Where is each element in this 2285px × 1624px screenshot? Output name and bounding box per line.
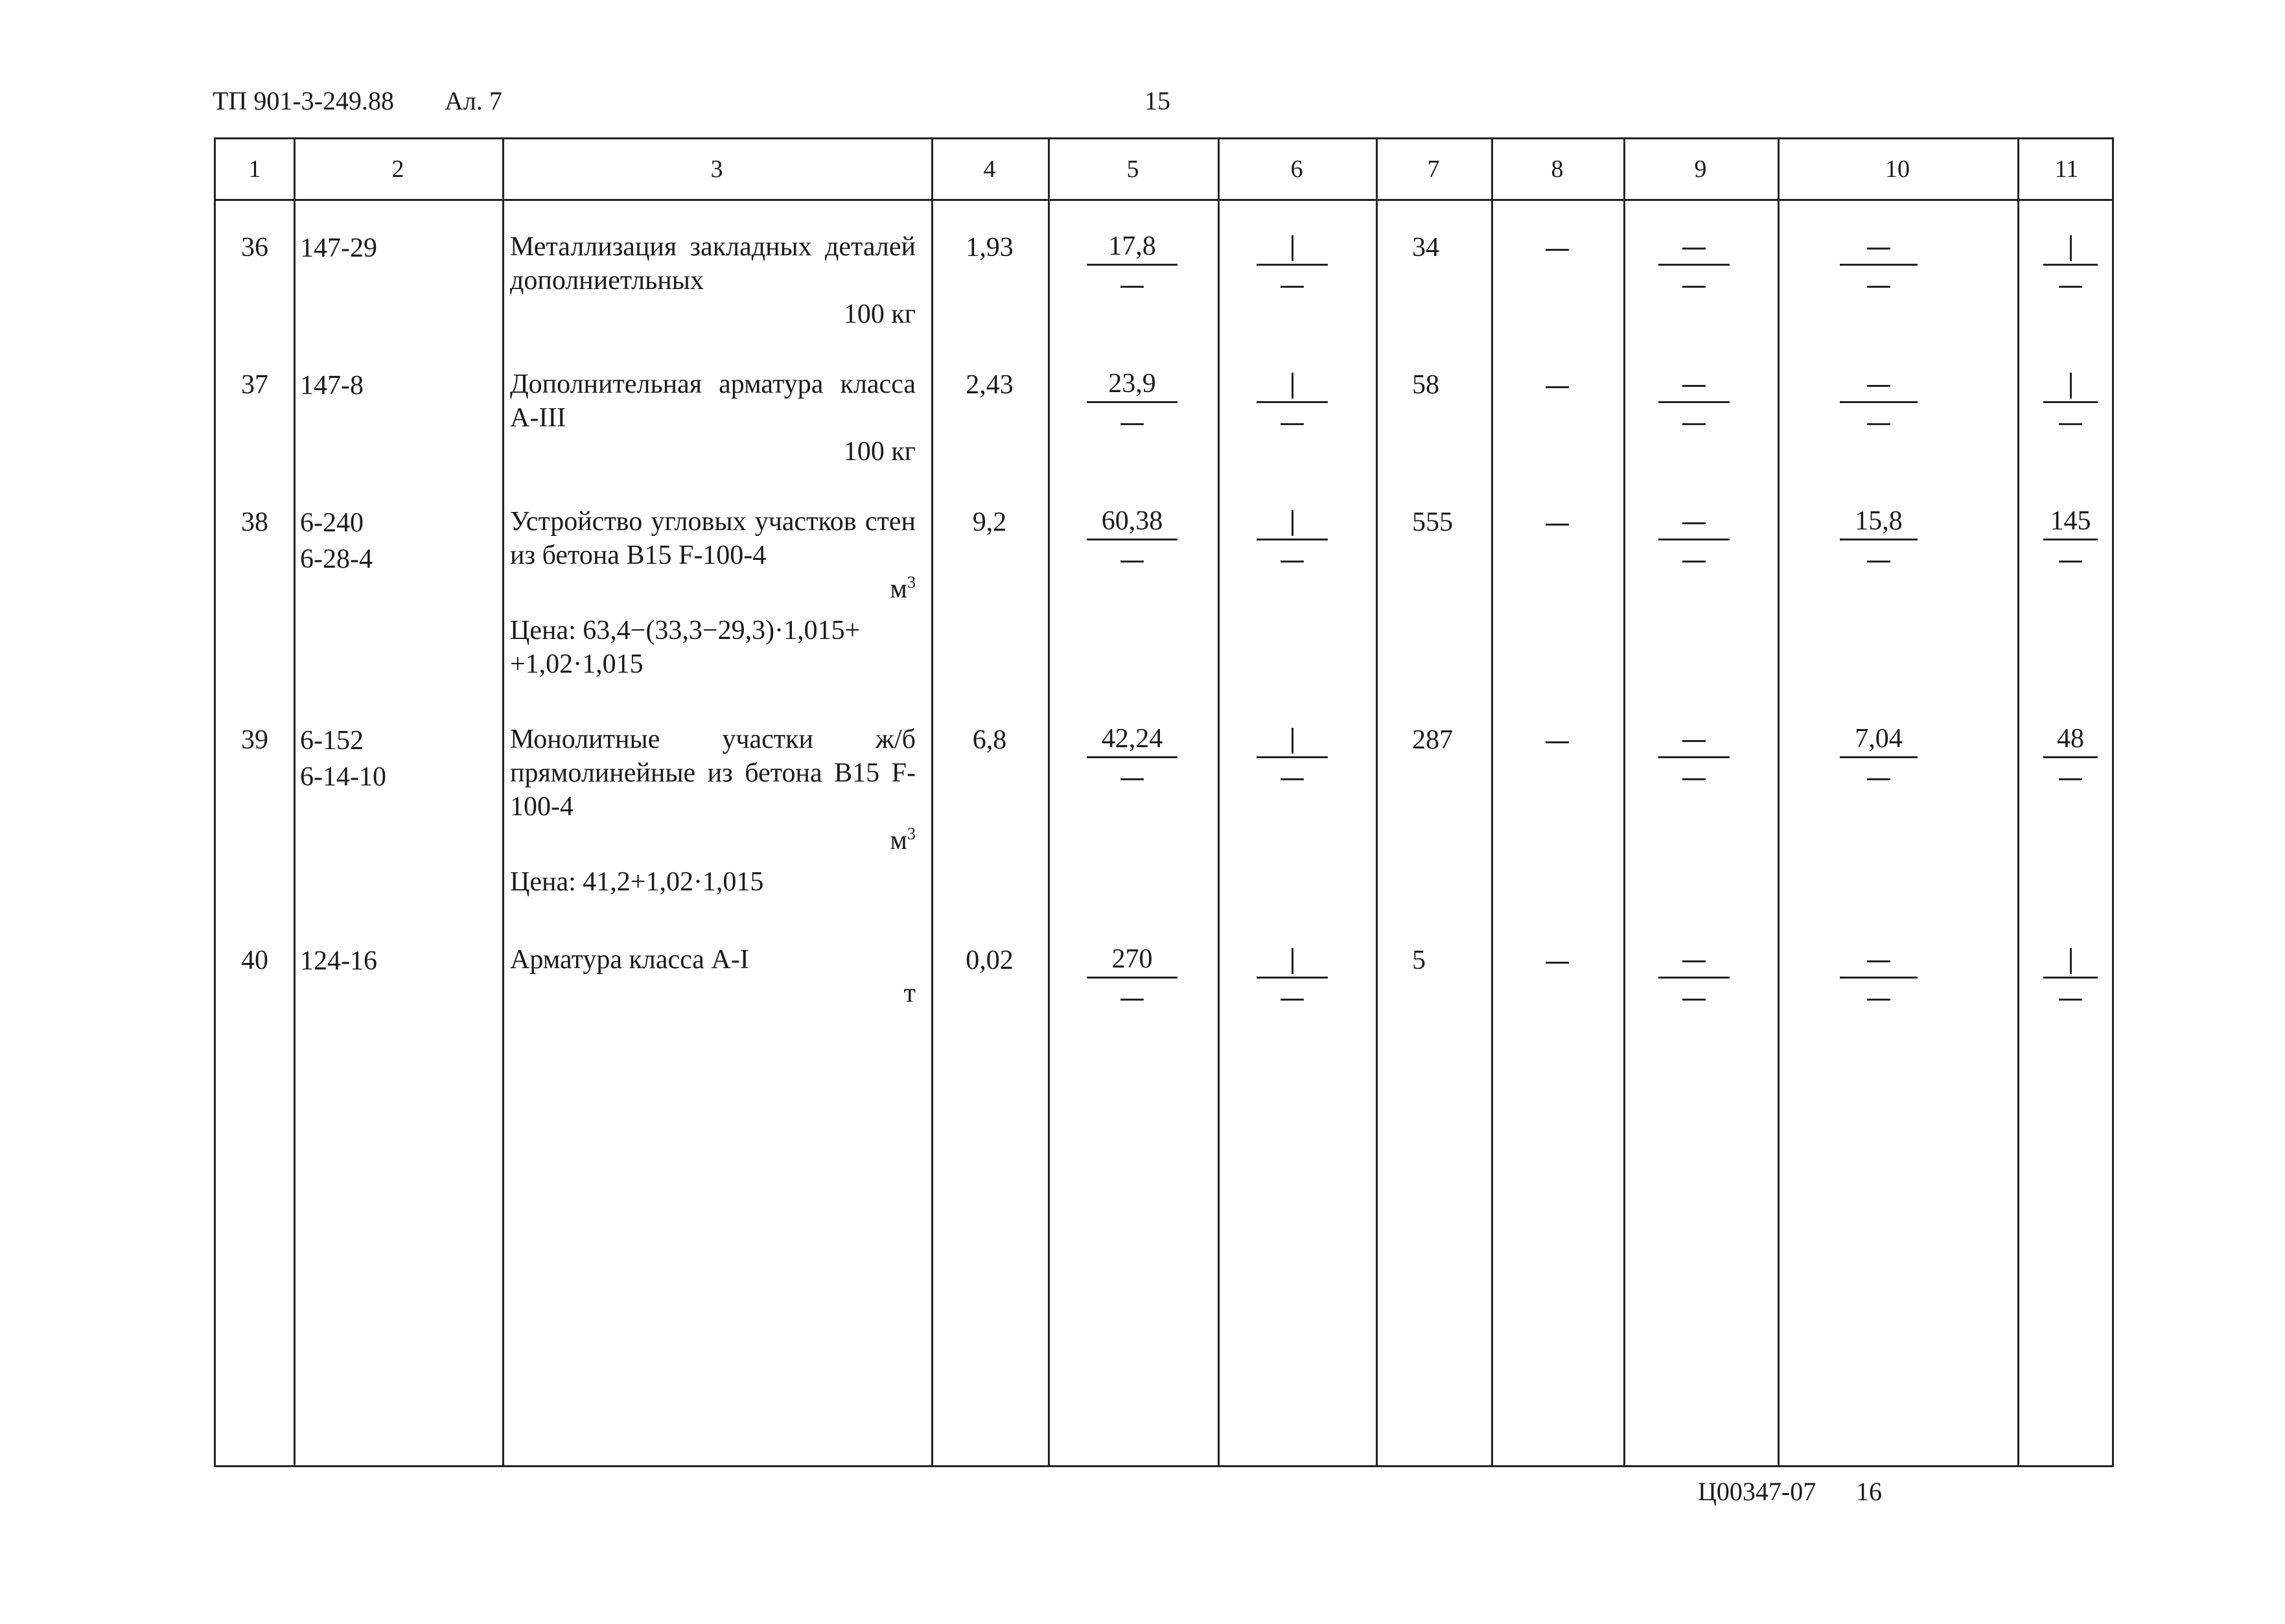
- fraction-numerator: 23,9: [1087, 367, 1177, 403]
- bar-mark: [2070, 948, 2072, 974]
- work-description: [510, 230, 916, 331]
- dash-mark: [1281, 286, 1304, 288]
- col9-fraction: [1658, 505, 1730, 575]
- column-number-9: 9: [1694, 156, 1707, 183]
- fraction-denominator: [2043, 761, 2098, 793]
- column-divider: [931, 139, 933, 1465]
- bar-mark: [2070, 235, 2072, 261]
- dash-mark: [1120, 999, 1144, 1001]
- work-description: [510, 943, 916, 1010]
- fraction-numerator: 15,8: [1840, 505, 1918, 540]
- fraction-numerator: [1257, 505, 1328, 540]
- norm-code: [300, 230, 496, 266]
- fraction-denominator: [1257, 981, 1328, 1014]
- col10-fraction: [1840, 723, 1918, 793]
- header-page-number: 15: [1144, 86, 1170, 115]
- cost-fraction: [1087, 230, 1177, 301]
- fraction-numerator: [1840, 367, 1918, 403]
- fraction-numerator: [1658, 723, 1730, 758]
- column-number-8: 8: [1551, 156, 1564, 183]
- fraction-numerator: [1257, 943, 1328, 979]
- column-divider: [1376, 139, 1378, 1465]
- fraction-numerator: [2043, 943, 2098, 979]
- dash-mark: [1281, 999, 1304, 1001]
- norm-code: [300, 367, 496, 404]
- col9-fraction: [1658, 723, 1730, 793]
- bar-mark: [1292, 948, 1293, 974]
- dash-mark: [2059, 423, 2082, 425]
- fraction-numerator: [1257, 230, 1328, 266]
- column-number-6: 6: [1290, 156, 1303, 183]
- dash-mark: [1546, 962, 1569, 964]
- norm-code-line: 147-29: [300, 233, 377, 263]
- dash-mark: [1682, 286, 1706, 288]
- description-text: Арматура класса А-I: [510, 945, 749, 975]
- cost-fraction: [1087, 367, 1177, 438]
- quantity: 1,93: [966, 233, 1014, 262]
- dash-mark: [1281, 423, 1304, 425]
- dash-mark: [2059, 778, 2082, 780]
- norm-code-line: 6-14-10: [300, 762, 386, 792]
- col11-fraction: [2043, 505, 2098, 575]
- bar-mark: [1292, 373, 1293, 399]
- dash-mark: [1682, 999, 1706, 1001]
- fraction-denominator: [1087, 981, 1177, 1014]
- fraction-denominator: [1840, 981, 1918, 1014]
- dash-mark: [2059, 999, 2082, 1001]
- fraction-numerator: [2043, 230, 2098, 266]
- fraction-numerator: [1658, 367, 1730, 403]
- fraction-denominator: [2043, 543, 2098, 575]
- price-formula: Цена: 41,2+1,02·1,015: [510, 867, 764, 897]
- dash-mark: [1546, 249, 1569, 251]
- dash-mark: [1867, 778, 1890, 780]
- fraction-numerator: [1658, 505, 1730, 540]
- col11-fraction: [2043, 367, 2098, 438]
- column-number-2: 2: [391, 156, 404, 183]
- row-number: 40: [241, 945, 268, 975]
- col11-fraction: [2043, 723, 2098, 793]
- col9-fraction: [1658, 367, 1730, 438]
- description-text: Устройство угловых участков стен из бетона В15 F-100-4: [510, 507, 916, 570]
- fraction-numerator: [1257, 723, 1328, 758]
- fraction-denominator: [1658, 981, 1730, 1014]
- col6-fraction: [1257, 230, 1328, 301]
- unit-of-measure: [510, 435, 916, 469]
- col9-fraction: [1658, 943, 1730, 1014]
- fraction-denominator: [2043, 268, 2098, 301]
- unit-superscript: 3: [907, 573, 916, 592]
- fraction-denominator: [1257, 406, 1328, 438]
- description-text: Монолитные участки ж/б прямолинейные из бетона В15 F-100-4: [510, 725, 916, 822]
- norm-code: [300, 723, 496, 795]
- col8-dash: [1491, 943, 1623, 978]
- fraction-denominator: [1087, 543, 1177, 575]
- cost-fraction: [1087, 943, 1177, 1014]
- work-description: [510, 505, 916, 681]
- column-divider: [1048, 139, 1050, 1465]
- col10-fraction: [1840, 230, 1918, 301]
- unit-of-measure: [510, 297, 916, 331]
- col6-fraction: [1257, 723, 1328, 793]
- header-album: Ал. 7: [445, 86, 502, 115]
- fraction-denominator: [1840, 406, 1918, 438]
- fraction-denominator: [1840, 543, 1918, 575]
- estimate-table: [214, 137, 2114, 1467]
- column-divider: [502, 139, 504, 1465]
- row-number: 39: [241, 725, 268, 755]
- bar-mark: [1292, 235, 1293, 261]
- col8-dash: [1491, 723, 1623, 758]
- unit-text: 100 кг: [843, 299, 916, 329]
- description-text: Дополнительная арматура класса А-III: [510, 369, 916, 433]
- column-number-10: 10: [1885, 156, 1910, 183]
- unit-of-measure: [510, 977, 916, 1010]
- fraction-numerator: 48: [2043, 723, 2098, 758]
- dash-mark: [2059, 286, 2082, 288]
- dash-mark: [1682, 561, 1706, 563]
- fraction-denominator: [1840, 268, 1918, 301]
- norm-code-line: 6-28-4: [300, 544, 373, 574]
- col7-value: 58: [1412, 370, 1439, 400]
- col7-value: 5: [1412, 945, 1426, 975]
- unit-text: м: [890, 826, 907, 855]
- unit-of-measure: [510, 824, 916, 857]
- fraction-denominator: [2043, 406, 2098, 438]
- dash-mark: [1682, 385, 1706, 387]
- fraction-numerator: 7,04: [1840, 723, 1918, 758]
- col6-fraction: [1257, 367, 1328, 438]
- col7-value: 555: [1412, 507, 1453, 537]
- dash-mark: [1120, 561, 1144, 563]
- row-number: 36: [241, 233, 268, 262]
- fraction-denominator: [2043, 981, 2098, 1014]
- unit-superscript: 3: [907, 824, 916, 843]
- dash-mark: [1867, 561, 1890, 563]
- fraction-denominator: [1840, 761, 1918, 793]
- dash-mark: [1867, 385, 1890, 387]
- norm-code-line: 6-152: [300, 726, 364, 756]
- col9-fraction: [1658, 230, 1730, 301]
- dash-mark: [1867, 423, 1890, 425]
- col10-fraction: [1840, 943, 1918, 1014]
- col7-value: 287: [1412, 725, 1453, 755]
- bar-mark: [1292, 728, 1293, 754]
- description-text: Металлизация закладных деталей дополниетльных: [510, 232, 916, 296]
- col11-fraction: [2043, 230, 2098, 301]
- bar-mark: [2070, 373, 2072, 399]
- column-divider: [294, 139, 296, 1465]
- unit-text: т: [903, 979, 916, 1008]
- work-description: [510, 723, 916, 899]
- column-divider: [1218, 139, 1220, 1465]
- fraction-numerator: [1840, 230, 1918, 266]
- norm-code-line: 6-240: [300, 508, 364, 538]
- fraction-denominator: [1658, 761, 1730, 793]
- dash-mark: [2059, 561, 2082, 563]
- quantity: 6,8: [972, 725, 1007, 755]
- dash-mark: [1120, 286, 1144, 288]
- norm-code: [300, 943, 496, 979]
- dash-mark: [1546, 386, 1569, 388]
- column-number-5: 5: [1126, 156, 1139, 183]
- col10-fraction: [1840, 367, 1918, 438]
- price-formula: Цена: 63,4−(33,3−29,3)·1,015+ +1,02·1,015: [510, 616, 861, 679]
- dash-mark: [1682, 423, 1706, 425]
- norm-code: [300, 505, 496, 577]
- fraction-denominator: [1087, 268, 1177, 301]
- col10-fraction: [1840, 505, 1918, 575]
- cost-fraction: [1087, 505, 1177, 575]
- dash-mark: [1546, 741, 1569, 743]
- dash-mark: [1120, 423, 1144, 425]
- fraction-numerator: [1257, 367, 1328, 403]
- dash-mark: [1867, 960, 1890, 962]
- fraction-numerator: [1840, 943, 1918, 979]
- fraction-numerator: 270: [1087, 943, 1177, 979]
- dash-mark: [1682, 960, 1706, 962]
- dash-mark: [1682, 248, 1706, 249]
- col7-value: 34: [1412, 233, 1439, 262]
- bar-mark: [1292, 510, 1293, 536]
- norm-code-line: 147-8: [300, 371, 364, 400]
- col8-dash: [1491, 230, 1623, 265]
- unit-text: 100 кг: [843, 437, 916, 467]
- fraction-numerator: [1658, 230, 1730, 266]
- header-doc-code: ТП 901-3-249.88: [213, 86, 394, 115]
- unit-text: м: [890, 574, 907, 604]
- unit-of-measure: [510, 572, 916, 606]
- header-divider: [216, 199, 2112, 201]
- quantity: 0,02: [966, 945, 1014, 975]
- fraction-denominator: [1658, 268, 1730, 301]
- col11-fraction: [2043, 943, 2098, 1014]
- fraction-denominator: [1658, 543, 1730, 575]
- dash-mark: [1546, 524, 1569, 526]
- fraction-numerator: [2043, 367, 2098, 403]
- dash-mark: [1120, 778, 1144, 780]
- column-number-4: 4: [983, 156, 996, 183]
- dash-mark: [1867, 248, 1890, 249]
- col6-fraction: [1257, 943, 1328, 1014]
- fraction-numerator: 145: [2043, 505, 2098, 540]
- fraction-denominator: [1257, 761, 1328, 793]
- column-divider: [1491, 139, 1493, 1465]
- fraction-denominator: [1658, 406, 1730, 438]
- norm-code-line: 124-16: [300, 946, 377, 976]
- column-divider: [1623, 139, 1625, 1465]
- quantity: 2,43: [966, 370, 1014, 400]
- col8-dash: [1491, 367, 1623, 402]
- footer-doc-number: Ц00347-07: [1698, 1477, 1816, 1506]
- fraction-numerator: 60,38: [1087, 505, 1177, 540]
- dash-mark: [1682, 740, 1706, 742]
- fraction-denominator: [1257, 543, 1328, 575]
- fraction-numerator: [1658, 943, 1730, 979]
- dash-mark: [1281, 778, 1304, 780]
- footer-sheet-number: 16: [1856, 1477, 1882, 1506]
- dash-mark: [1682, 522, 1706, 524]
- row-number: 37: [241, 370, 268, 400]
- column-number-3: 3: [710, 156, 723, 183]
- dash-mark: [1867, 286, 1890, 288]
- work-description: [510, 367, 916, 469]
- quantity: 9,2: [972, 507, 1007, 537]
- dash-mark: [1281, 561, 1304, 563]
- fraction-numerator: 42,24: [1087, 723, 1177, 758]
- dash-mark: [1682, 778, 1706, 780]
- column-number-7: 7: [1427, 156, 1440, 183]
- fraction-denominator: [1087, 406, 1177, 438]
- cost-fraction: [1087, 723, 1177, 793]
- column-number-11: 11: [2054, 156, 2079, 183]
- column-number-1: 1: [248, 156, 261, 183]
- column-divider: [1778, 139, 1780, 1465]
- col8-dash: [1491, 505, 1623, 540]
- fraction-numerator: 17,8: [1087, 230, 1177, 266]
- fraction-denominator: [1257, 268, 1328, 301]
- row-number: 38: [241, 507, 268, 537]
- dash-mark: [1867, 999, 1890, 1001]
- fraction-denominator: [1087, 761, 1177, 793]
- col6-fraction: [1257, 505, 1328, 575]
- column-divider: [2017, 139, 2019, 1465]
